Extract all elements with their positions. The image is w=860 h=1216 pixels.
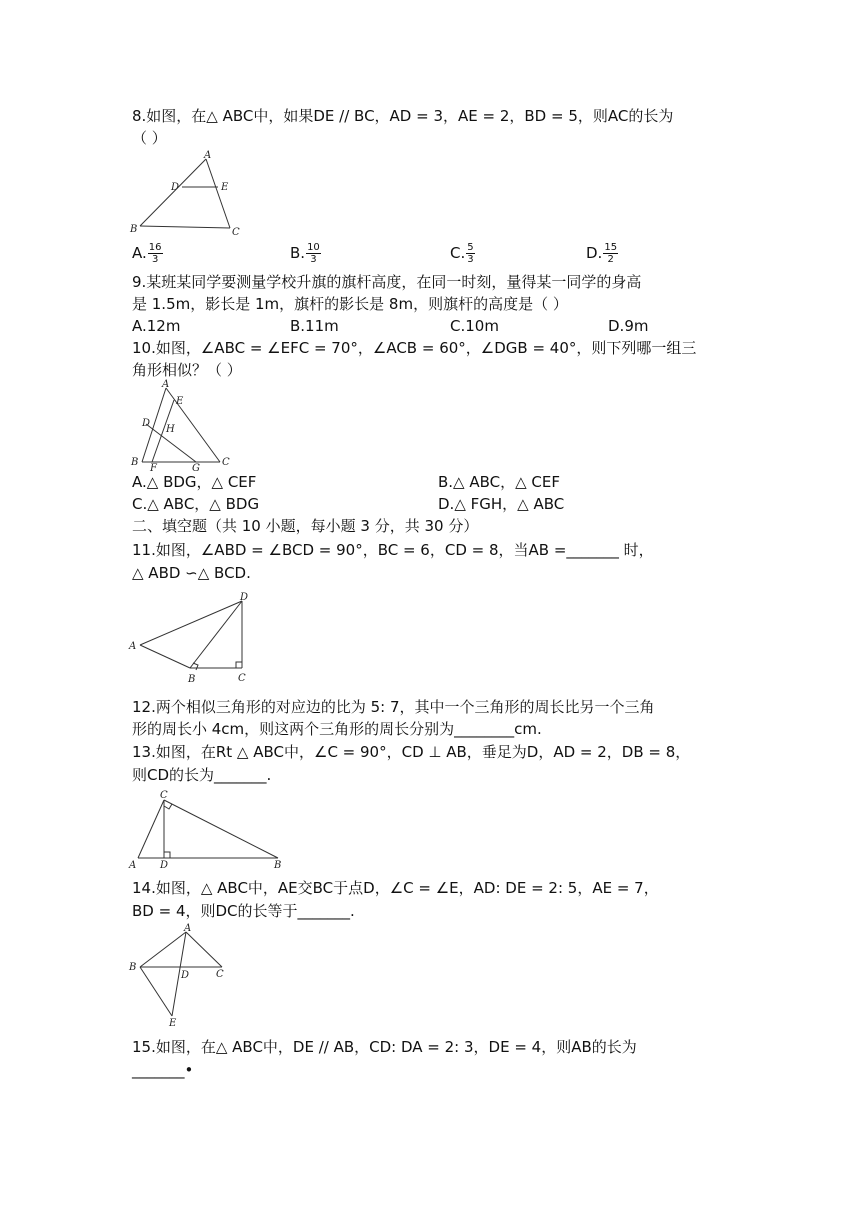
q8-figure	[126, 148, 246, 244]
q10-label-h: H	[166, 424, 175, 435]
q10-label-e: E	[176, 396, 184, 407]
q10-label-d: D	[142, 418, 151, 429]
q12-line1: 12.两个相似三角形的对应边的比为 5: 7，其中一个三角形的周长比另一个三角	[132, 698, 655, 716]
q11-label-a: A	[129, 641, 137, 652]
q8-option-c: C. $\frac{5}{3}$	[450, 242, 474, 265]
q10-line1: 10.如图，∠ABC = ∠EFC = 70°，∠ACB = 60°，∠DGB = 40°，则下列哪一组三	[132, 339, 697, 357]
q8-option-a-fraction: $\frac{16}{3}$	[148, 242, 162, 265]
q11-line2: △ ABD ∽△ BCD.	[132, 564, 251, 582]
q8-label-c: C	[232, 227, 240, 238]
q10-option-d: D.△ FGH，△ ABC	[438, 495, 565, 513]
q9-option-d: D.9m	[608, 317, 649, 335]
q10-option-b: B.△ ABC，△ CEF	[438, 473, 561, 491]
q14-label-d: D	[181, 970, 190, 981]
q8-label-d: D	[171, 182, 180, 193]
q9-option-c: C.10m	[450, 317, 499, 335]
q9-option-a: A.12m	[132, 317, 181, 335]
q13-label-a: A	[129, 860, 137, 871]
q10-label-b: B	[131, 457, 139, 468]
q13-label-d: D	[160, 860, 169, 871]
q10-figure	[128, 378, 228, 476]
q14-label-a: A	[184, 923, 192, 934]
q9-line1: 9.某班某同学要测量学校升旗的旗杆高度，在同一时刻，量得某一同学的身高	[132, 273, 642, 291]
q12-line2: 形的周长小 4cm，则这两个三角形的周长分别为________cm.	[132, 720, 542, 738]
q9-line2: 是 1.5m，影长是 1m，旗杆的影长是 8m，则旗杆的高度是（ ）	[132, 295, 568, 313]
q8-label-e: E	[221, 182, 229, 193]
q13-label-b: B	[274, 860, 282, 871]
q11-line1: 11.如图，∠ABD = ∠BCD = 90°，BC = 6，CD = 8，当AB =_______ 时，	[132, 541, 654, 559]
q11-label-c: C	[238, 673, 246, 684]
q10-option-c: C.△ ABC，△ BDG	[132, 495, 260, 513]
q8-option-b: B. $\frac{10}{3}$	[290, 242, 320, 265]
q13-figure	[128, 788, 288, 874]
q14-label-c: C	[216, 969, 224, 980]
q15-line2: _______•	[132, 1061, 194, 1079]
q11-label-d: D	[240, 592, 249, 603]
q10-label-c: C	[222, 457, 230, 468]
q14-figure	[126, 922, 236, 1034]
q14-line2: BD = 4，则DC的长等于_______.	[132, 902, 355, 920]
q8-label-b: B	[130, 224, 138, 235]
q8-label-a: A	[204, 150, 212, 161]
q14-label-e: E	[169, 1018, 177, 1029]
q8-option-b-fraction: $\frac{10}{3}$	[307, 242, 320, 265]
q8-line2: （ ）	[132, 129, 167, 147]
section-2-heading: 二、填空题（共 10 小题，每小题 3 分，共 30 分）	[132, 517, 479, 535]
q11-figure	[126, 590, 256, 692]
q11-label-b: B	[188, 674, 196, 685]
q9-option-b: B.11m	[290, 317, 339, 335]
q8-option-a: A. $\frac{16}{3}$	[132, 242, 162, 265]
q10-line2: 角形相似？（ ）	[132, 361, 242, 379]
q8-line1: 8.如图，在△ ABC中，如果DE // BC，AD = 3，AE = 2，BD = 5，则AC的长为	[132, 107, 674, 125]
q8-option-c-fraction: $\frac{5}{3}$	[467, 242, 474, 265]
q10-label-a: A	[162, 379, 170, 390]
q10-option-a: A.△ BDG，△ CEF	[132, 473, 257, 491]
q8-option-d: D. $\frac{15}{2}$	[586, 242, 618, 265]
q14-label-b: B	[129, 962, 137, 973]
q13-label-c: C	[160, 790, 168, 801]
q13-line2: 则CD的长为_______.	[132, 766, 272, 784]
q10-label-f: F	[150, 463, 157, 474]
q13-line1: 13.如图，在Rt △ ABC中，∠C = 90°，CD ⊥ AB，垂足为D，AD = 2，DB = 8，	[132, 743, 691, 761]
q8-option-d-fraction: $\frac{15}{2}$	[604, 242, 618, 265]
q14-line1: 14.如图，△ ABC中，AE交BC于点D，∠C = ∠E，AD: DE = 2: 5，AE = 7，	[132, 879, 659, 897]
q10-label-g: G	[192, 463, 200, 474]
q15-line1: 15.如图，在△ ABC中，DE // AB，CD: DA = 2: 3，DE = 4，则AB的长为	[132, 1038, 637, 1056]
